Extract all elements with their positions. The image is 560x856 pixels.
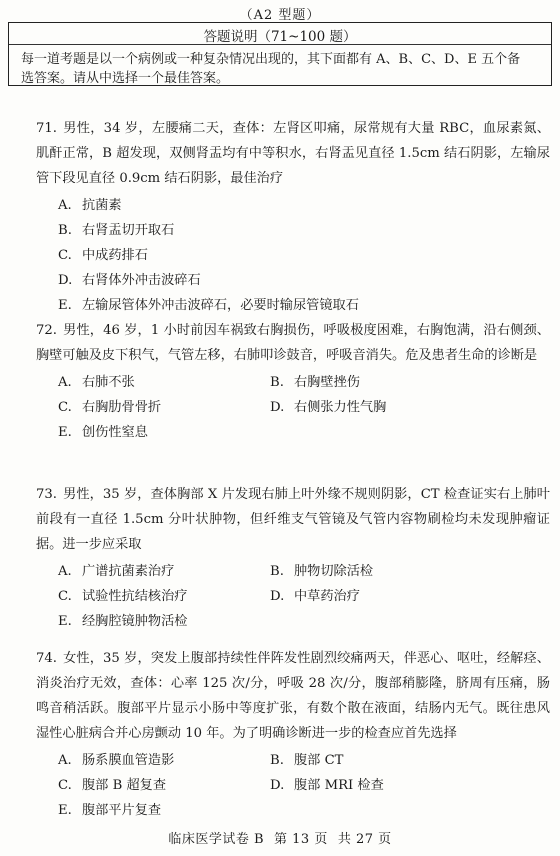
question-73 [36, 482, 550, 634]
option-letter: A. [58, 375, 72, 390]
option-letter: E. [58, 298, 72, 313]
option-text: 右侧张力性气胸 [294, 400, 387, 415]
option-text: 试验性抗结核治疗 [82, 589, 188, 604]
option-d[interactable] [248, 395, 550, 420]
option-text: 腹部 MRI 检查 [294, 778, 384, 793]
option-b[interactable] [248, 370, 550, 395]
option-e[interactable] [36, 293, 550, 318]
option-text: 经胸腔镜肿物活检 [82, 614, 188, 629]
option-letter: E. [58, 614, 72, 629]
option-a[interactable] [36, 559, 248, 584]
option-a[interactable] [36, 748, 248, 773]
option-text: 右肾盂切开取石 [82, 223, 175, 238]
option-c[interactable] [36, 243, 550, 268]
options-list [36, 370, 550, 445]
question-stem [36, 116, 550, 191]
option-letter: B. [58, 223, 72, 238]
option-e[interactable] [36, 609, 248, 634]
option-letter: C. [58, 778, 72, 793]
option-letter: C. [58, 589, 72, 604]
instructions-title: 答题说明（71~100 题） [203, 29, 357, 45]
option-letter: A. [58, 753, 72, 768]
option-a[interactable] [36, 370, 248, 395]
option-letter: D. [270, 400, 285, 415]
question-number: 72. [36, 323, 57, 338]
question-text: 女性，35 岁，突发上腹部持续性伴阵发性剧烈绞痛两天，伴恶心、呕吐，经解痉、消炎治疗无效，查体：心率 125 次/分，呼吸 28 次/分，腹部稍膨隆，脐周有压痛，肠鸣音稍活跃。腹部平片显示小肠中等度扩张，有数个散在液面，结肠内无气。既往患风湿性心脏病合并心房颤动 10 年。为了明确诊断进一步的检查应首先选择 [36, 651, 550, 741]
option-letter: B. [270, 375, 284, 390]
option-b[interactable] [248, 559, 550, 584]
option-text: 广谱抗菌素治疗 [82, 564, 175, 579]
option-text: 肿物切除活检 [294, 564, 374, 579]
question-stem [36, 646, 550, 746]
page-footer [0, 828, 560, 847]
option-letter: A. [58, 198, 72, 213]
instructions-line-1: 每一道考题是以一个病例或一种复杂情况出现的，其下面都有 A、B、C、D、E 五个备 [21, 52, 521, 67]
option-text: 中草药治疗 [294, 589, 360, 604]
option-letter: C. [58, 400, 72, 415]
question-number: 74. [36, 651, 57, 666]
option-a[interactable] [36, 193, 550, 218]
option-letter: B. [270, 564, 284, 579]
option-b[interactable] [248, 748, 550, 773]
option-e[interactable] [36, 420, 248, 445]
option-letter: B. [270, 753, 284, 768]
question-72 [36, 318, 550, 445]
option-d[interactable] [248, 584, 550, 609]
option-c[interactable] [36, 773, 248, 798]
option-text: 右肾体外冲击波碎石 [82, 273, 201, 288]
option-text: 中成药排石 [82, 248, 148, 263]
exam-name: 临床医学试卷 B [168, 832, 265, 847]
instructions-divider [9, 44, 551, 45]
option-letter: D. [270, 778, 285, 793]
option-text: 腹部 B 超复查 [82, 778, 167, 793]
option-e[interactable] [36, 798, 248, 823]
option-letter: D. [58, 273, 73, 288]
question-71 [36, 116, 550, 318]
option-d[interactable] [248, 773, 550, 798]
page-total: 共 27 页 [337, 832, 392, 847]
option-text: 腹部 CT [294, 753, 344, 768]
option-letter: D. [270, 589, 285, 604]
option-text: 右肺不张 [82, 375, 135, 390]
option-text: 左输尿管体外冲击波碎石，必要时输尿管镜取石 [82, 298, 359, 313]
question-stem [36, 318, 550, 368]
option-letter: A. [58, 564, 72, 579]
option-text: 肠系膜血管造影 [82, 753, 175, 768]
question-74 [36, 646, 550, 823]
question-text: 男性，46 岁，1 小时前因车祸致右胸损伤，呼吸极度困难，右胸饱满，沿右侧颈、胸壁可触及皮下积气，气管左移，右肺叩诊鼓音，呼吸音消失。危及患者生命的诊断是 [36, 323, 550, 363]
question-text: 男性，35 岁，查体胸部 X 片发现右肺上叶外缘不规则阴影，CT 检查证实右上肺叶前段有一直径 1.5cm 分叶状肿物，但纤维支气管镜及气管内容物刷检均未发现肿瘤证据。进一步应采取 [36, 487, 550, 552]
option-c[interactable] [36, 395, 248, 420]
option-text: 创伤性窒息 [82, 425, 148, 440]
question-number: 73. [36, 487, 57, 502]
option-letter: E. [58, 803, 72, 818]
option-d[interactable] [36, 268, 550, 293]
option-text: 右胸肋骨骨折 [82, 400, 162, 415]
page-number: 第 13 页 [274, 832, 328, 847]
option-text: 腹部平片复查 [82, 803, 162, 818]
instructions-box [8, 22, 552, 86]
option-b[interactable] [36, 218, 550, 243]
question-number: 71. [36, 121, 57, 136]
question-stem [36, 482, 550, 557]
option-text: 右胸壁挫伤 [294, 375, 360, 390]
option-letter: C. [58, 248, 72, 263]
section-tag: （A2 型题） [239, 8, 321, 23]
option-letter: E. [58, 425, 72, 440]
options-list [36, 193, 550, 318]
options-list [36, 748, 550, 823]
question-text: 男性，34 岁，左腰痛二天，查体：左肾区叩痛，尿常规有大量 RBC，血尿素氮、肌酐正常，B 超发现，双侧肾盂均有中等积水，右肾盂见直径 1.5cm 结石阴影，左输尿管下段见直径 0.9cm 结石阴影，最佳治疗 [36, 121, 550, 186]
instructions-line-2: 选答案。请从中选择一个最佳答案。 [21, 71, 230, 86]
option-text: 抗菌素 [82, 198, 122, 213]
option-c[interactable] [36, 584, 248, 609]
options-list [36, 559, 550, 634]
